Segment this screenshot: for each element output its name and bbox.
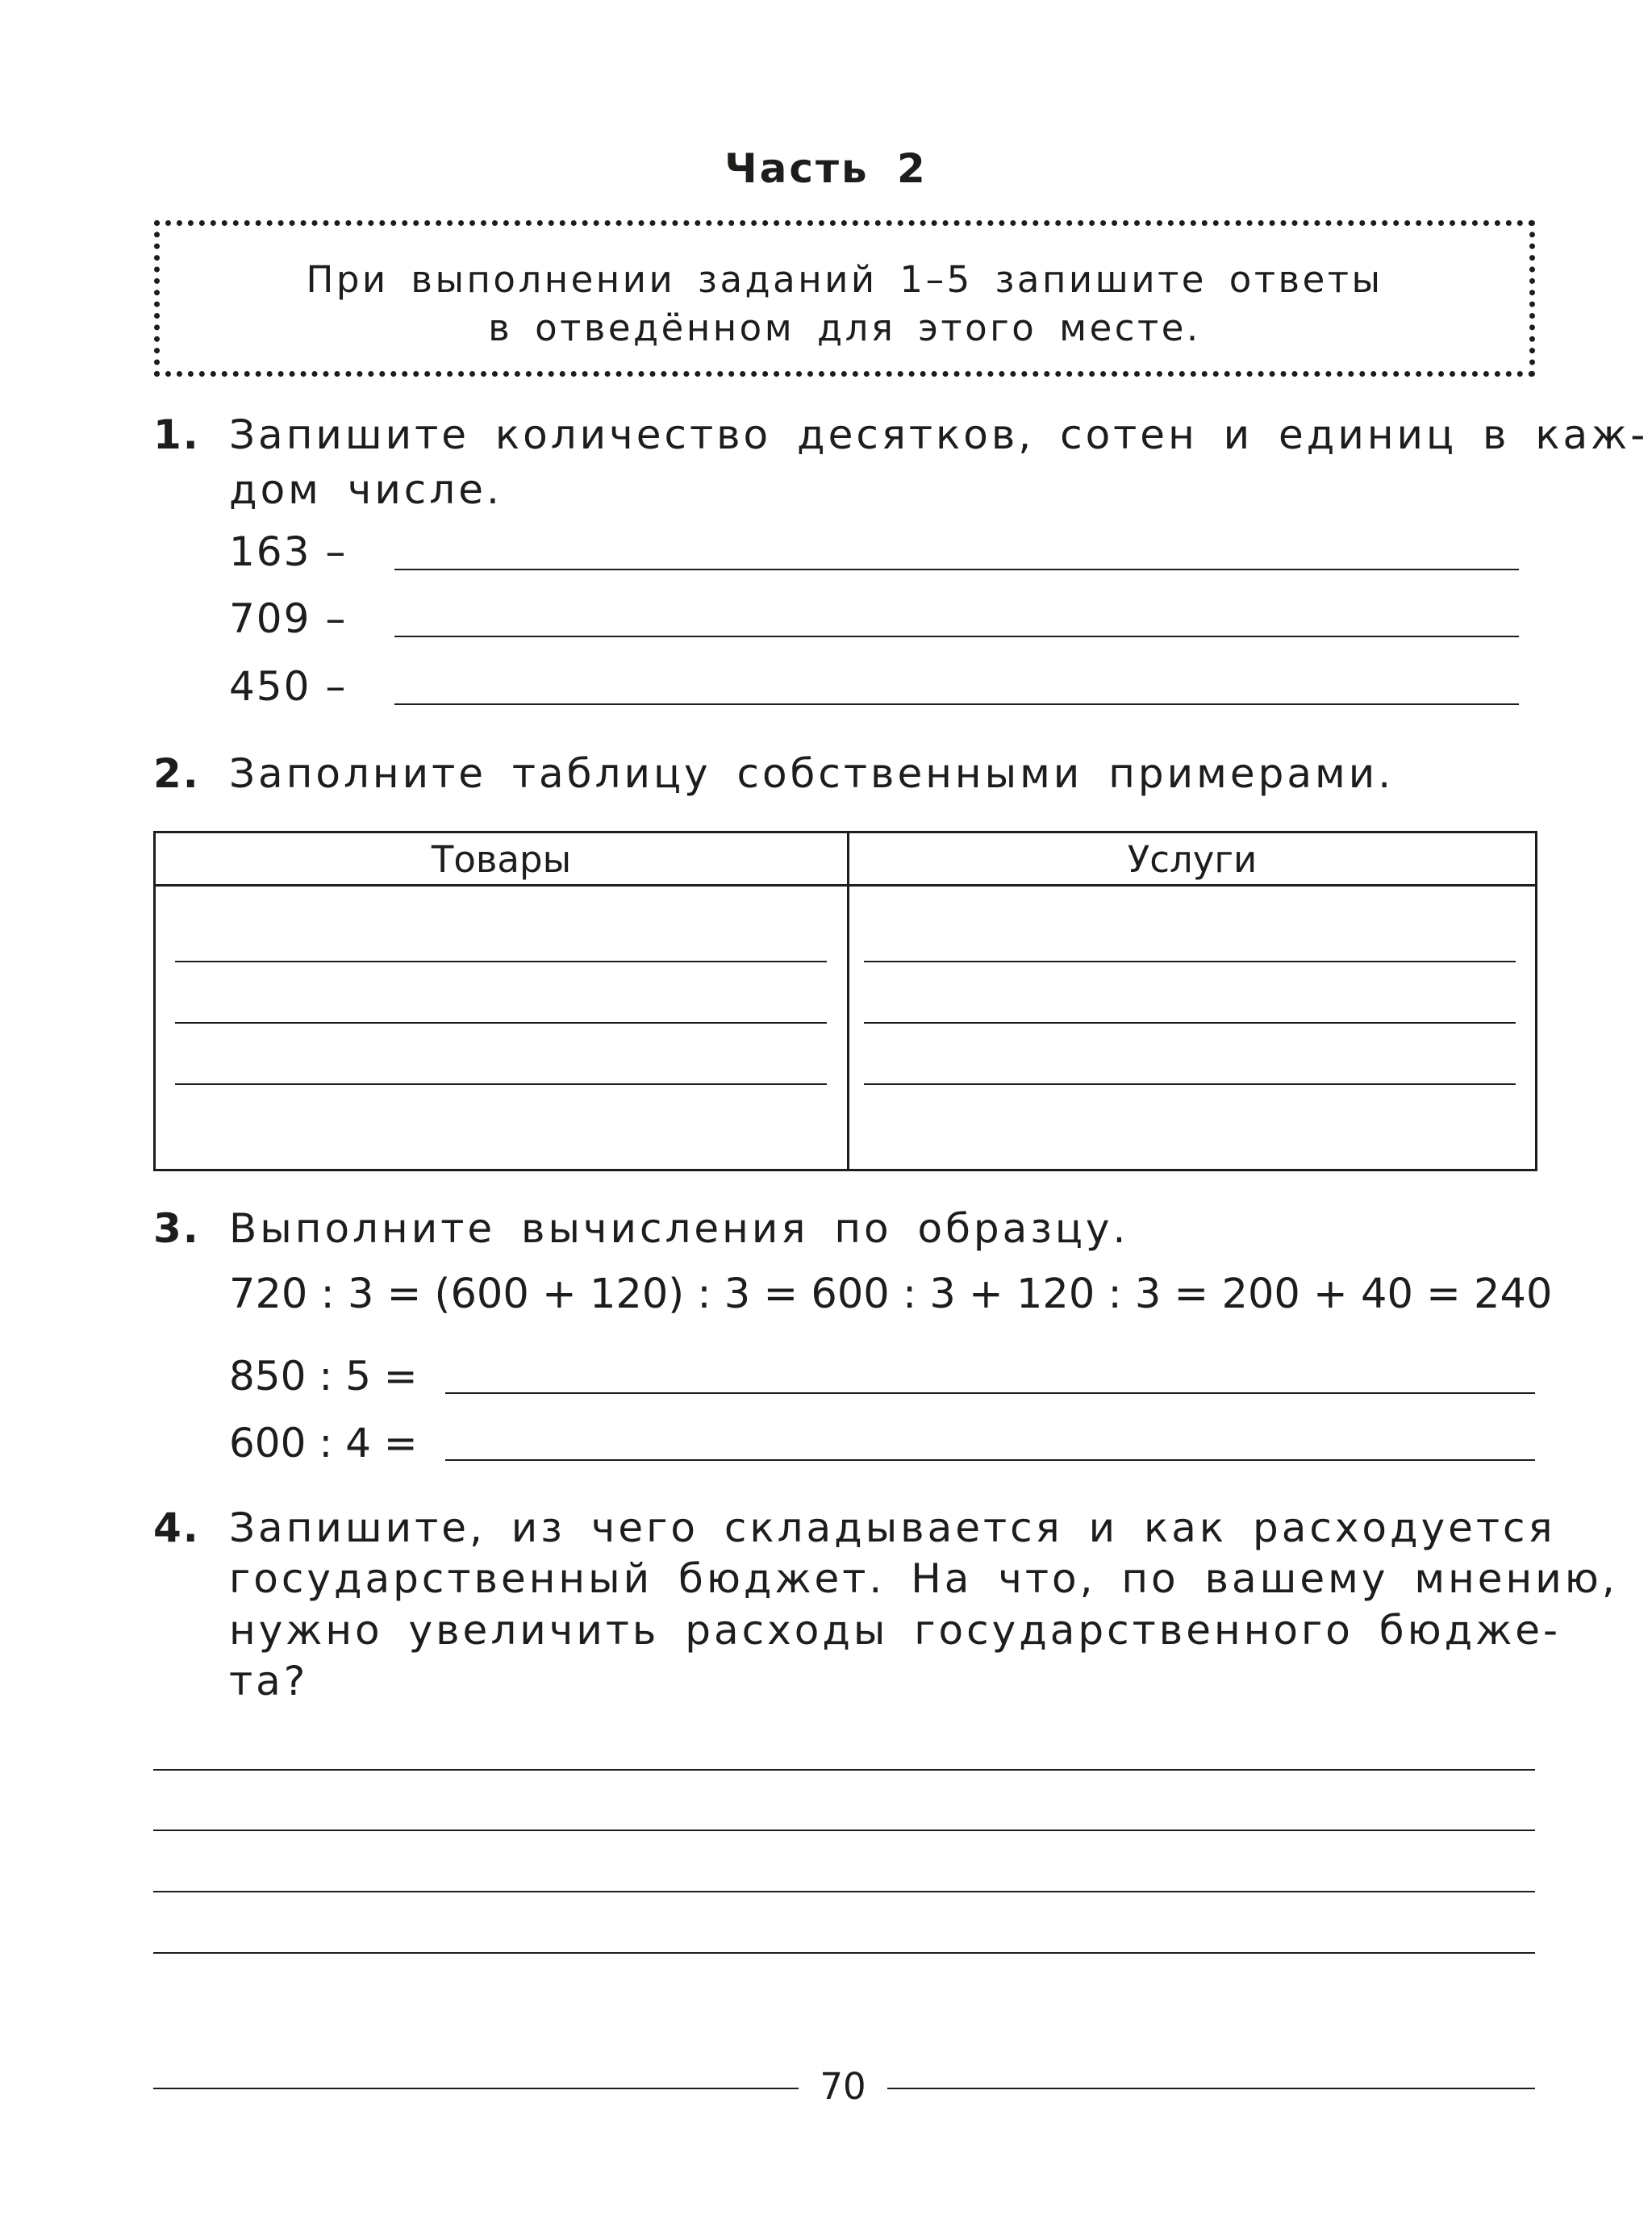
task-2-text: Заполните таблицу собственными примерами. (229, 750, 1395, 797)
table-answer-line[interactable] (175, 1022, 827, 1024)
task-4-text-line-2: государственный бюджет. На что, по вашему мнению, (229, 1555, 1618, 1602)
task-3-text: Выполните вычисления по образцу. (229, 1205, 1129, 1252)
task-3-number: 3. (153, 1205, 200, 1252)
footer-rule-right (887, 2088, 1535, 2089)
table-answer-line[interactable] (175, 1083, 827, 1085)
instructions-line-2: в отведённом для этого месте. (488, 307, 1201, 349)
task-3-item-label: 600 : 4 = (229, 1420, 418, 1467)
task-4-answer-line[interactable] (153, 1952, 1535, 1954)
task-1-answer-line[interactable] (394, 703, 1519, 705)
task-1-text-line-2: дом числе. (229, 466, 503, 513)
task-1-text-line-1: Запишите количество десятков, сотен и единиц в каж- (229, 411, 1649, 458)
task-1-item-label: 450 – (229, 663, 348, 710)
task-4-text-line-1: Запишите, из чего складывается и как расходуется (229, 1504, 1556, 1551)
task-1-answer-line[interactable] (394, 569, 1519, 570)
task-4-text-line-4: та? (229, 1658, 309, 1704)
task-1-item-label: 163 – (229, 528, 348, 575)
table-header-divider (156, 884, 1535, 887)
table-answer-line[interactable] (864, 1022, 1516, 1024)
task-1-item-label: 709 – (229, 595, 348, 642)
task-4-answer-line[interactable] (153, 1830, 1535, 1831)
task-2-number: 2. (153, 750, 200, 797)
task-4-number: 4. (153, 1504, 200, 1551)
task-3-answer-line[interactable] (445, 1392, 1535, 1394)
table-answer-line[interactable] (175, 961, 827, 962)
task-4-answer-line[interactable] (153, 1769, 1535, 1771)
instructions-box (154, 220, 1535, 377)
page-title: Часть 2 (724, 145, 928, 192)
task-3-example: 720 : 3 = (600 + 120) : 3 = 600 : 3 + 120 : 3 = 200 + 40 = 240 (229, 1270, 1553, 1318)
page-number: 70 (820, 2065, 866, 2108)
table-header-services: Услуги (1127, 838, 1258, 881)
task-3-item-label: 850 : 5 = (229, 1353, 418, 1400)
task-4-text-line-3: нужно увеличить расходы государственного бюдже- (229, 1607, 1562, 1654)
footer-rule-left (153, 2088, 799, 2089)
examples-table (153, 831, 1537, 1171)
table-answer-line[interactable] (864, 961, 1516, 962)
task-1-number: 1. (153, 411, 200, 458)
task-3-answer-line[interactable] (445, 1459, 1535, 1461)
task-4-answer-line[interactable] (153, 1891, 1535, 1892)
instructions-line-1: При выполнении заданий 1–5 запишите ответы (306, 258, 1383, 301)
task-1-answer-line[interactable] (394, 636, 1519, 637)
table-header-goods: Товары (431, 838, 572, 881)
table-answer-line[interactable] (864, 1083, 1516, 1085)
